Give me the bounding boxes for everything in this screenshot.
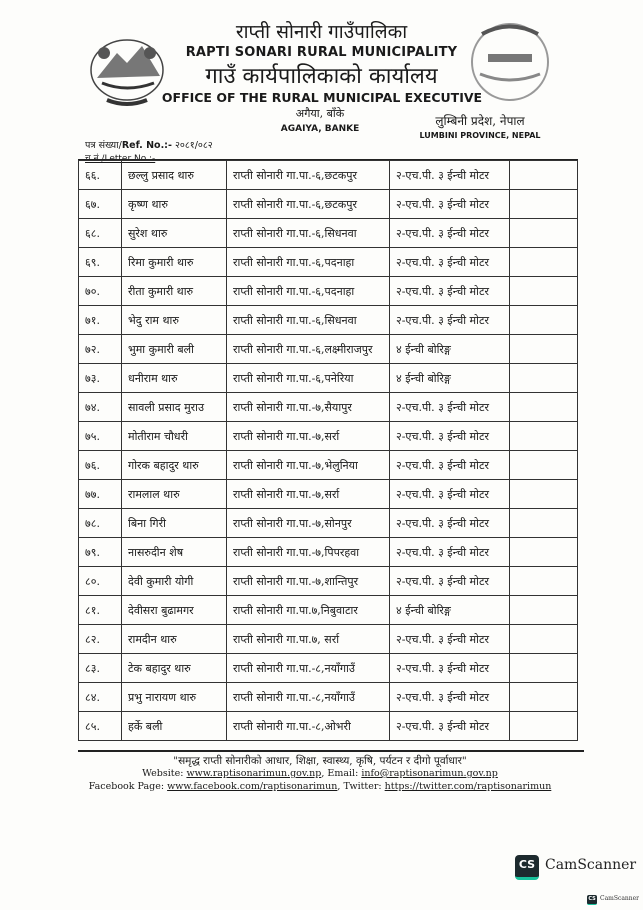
table-row xyxy=(79,364,578,393)
ref-label-en: Ref. No.:- xyxy=(121,140,172,151)
serial-number-cell: ८५. xyxy=(79,712,122,741)
remarks-cell xyxy=(510,161,578,190)
item-description-cell: २-एच.पी. ३ ईन्ची मोटर xyxy=(390,277,510,306)
beneficiary-address-cell: राप्ती सोनारी गा.पा.-६,लक्ष्मीराजपुर xyxy=(227,335,390,364)
item-description-cell: २-एच.पी. ३ ईन्ची मोटर xyxy=(390,248,510,277)
remarks-cell xyxy=(510,538,578,567)
beneficiary-name-cell: मोतीराम चौधरी xyxy=(122,422,227,451)
camscanner-logo-icon: CS xyxy=(515,855,539,880)
beneficiary-name-cell: रीता कुमारी थारु xyxy=(122,277,227,306)
province-np: लुम्बिनी प्रदेश, नेपाल xyxy=(435,114,525,128)
beneficiary-name-cell: टेक बहादुर थारु xyxy=(122,654,227,683)
remarks-cell xyxy=(510,422,578,451)
remarks-cell xyxy=(510,654,578,683)
serial-number-cell: ७३. xyxy=(79,364,122,393)
beneficiary-name-cell: भेदु राम थारु xyxy=(122,306,227,335)
municipality-name-en: RAPTI SONARI RURAL MUNICIPALITY xyxy=(185,45,458,60)
remarks-cell xyxy=(510,190,578,219)
table-row xyxy=(79,422,578,451)
item-description-cell: २-एच.पी. ३ ईन्ची मोटर xyxy=(390,422,510,451)
serial-number-cell: ७०. xyxy=(79,277,122,306)
item-description-cell: २-एच.पी. ३ ईन्ची मोटर xyxy=(390,393,510,422)
item-description-cell: २-एच.पी. ३ ईन्ची मोटर xyxy=(390,306,510,335)
item-description-cell: २-एच.पी. ३ ईन्ची मोटर xyxy=(390,625,510,654)
beneficiary-address-cell: राप्ती सोनारी गा.पा.-७,सर्रा xyxy=(227,480,390,509)
beneficiary-name-cell: देवीसरा बुढामगर xyxy=(122,596,227,625)
table-row xyxy=(79,538,578,567)
remarks-cell xyxy=(510,364,578,393)
beneficiary-name-cell: धनीराम थारु xyxy=(122,364,227,393)
table-row xyxy=(79,451,578,480)
beneficiary-name-cell: देवी कुमारी योगी xyxy=(122,567,227,596)
beneficiary-address-cell: राप्ती सोनारी गा.पा.-६,पदनाहा xyxy=(227,248,390,277)
beneficiary-name-cell: रामदीन थारु xyxy=(122,625,227,654)
item-description-cell: २-एच.पी. ३ ईन्ची मोटर xyxy=(390,538,510,567)
table-row xyxy=(79,219,578,248)
beneficiary-address-cell: राप्ती सोनारी गा.पा.-८,नयाँगाउँ xyxy=(227,654,390,683)
facebook-link[interactable]: www.facebook.com/raptisonarimun xyxy=(167,781,338,792)
item-description-cell: २-एच.पी. ३ ईन्ची मोटर xyxy=(390,480,510,509)
address-en: AGAIYA, BANKE xyxy=(280,124,360,134)
table-row xyxy=(79,393,578,422)
item-description-cell: ४ ईन्ची बोरिङ्ग xyxy=(390,364,510,393)
table-row xyxy=(79,712,578,741)
remarks-cell xyxy=(510,480,578,509)
remarks-cell xyxy=(510,567,578,596)
beneficiary-address-cell: राप्ती सोनारी गा.पा.७, सर्रा xyxy=(227,625,390,654)
municipality-name-np: राप्ती सोनारी गाउँपालिका xyxy=(235,21,408,43)
table-row xyxy=(79,654,578,683)
email-label: , Email: xyxy=(321,768,362,779)
table-row xyxy=(79,683,578,712)
beneficiary-name-cell: हर्के बली xyxy=(122,712,227,741)
serial-number-cell: ६९. xyxy=(79,248,122,277)
serial-number-cell: ७७. xyxy=(79,480,122,509)
serial-number-cell: ७५. xyxy=(79,422,122,451)
remarks-cell xyxy=(510,625,578,654)
item-description-cell: २-एच.पी. ३ ईन्ची मोटर xyxy=(390,654,510,683)
email-link[interactable]: info@raptisonarimun.gov.np xyxy=(361,768,498,779)
item-description-cell: २-एच.पी. ३ ईन्ची मोटर xyxy=(390,567,510,596)
remarks-cell xyxy=(510,219,578,248)
serial-number-cell: ८१. xyxy=(79,596,122,625)
website-link[interactable]: www.raptisonarimun.gov.np xyxy=(186,768,322,779)
beneficiary-address-cell: राप्ती सोनारी गा.पा.-६,छटकपुर xyxy=(227,190,390,219)
address-np: अगैया, बाँके xyxy=(295,107,345,120)
twitter-link[interactable]: https://twitter.com/raptisonarimun xyxy=(384,781,552,792)
serial-number-cell: ७८. xyxy=(79,509,122,538)
table-row xyxy=(79,248,578,277)
beneficiary-name-cell: गोरक बहादुर थारु xyxy=(122,451,227,480)
footer-social xyxy=(60,781,580,792)
serial-number-cell: ६६. xyxy=(79,161,122,190)
serial-number-cell: ६८. xyxy=(79,219,122,248)
beneficiary-name-cell: रामलाल थारु xyxy=(122,480,227,509)
serial-number-cell: ७६. xyxy=(79,451,122,480)
province-en: LUMBINI PROVINCE, NEPAL xyxy=(419,131,541,140)
item-description-cell: २-एच.पी. ३ ईन्ची मोटर xyxy=(390,712,510,741)
table-row xyxy=(79,509,578,538)
beneficiary-name-cell: नासरुदीन शेष xyxy=(122,538,227,567)
beneficiary-name-cell: भुमा कुमारी बली xyxy=(122,335,227,364)
beneficiary-address-cell: राप्ती सोनारी गा.पा.-७,सैयापुर xyxy=(227,393,390,422)
table-row xyxy=(79,306,578,335)
serial-number-cell: ७२. xyxy=(79,335,122,364)
table-row xyxy=(79,567,578,596)
remarks-cell xyxy=(510,248,578,277)
office-name-en: OFFICE OF THE RURAL MUNICIPAL EXECUTIVE xyxy=(161,90,483,105)
office-name-np: गाउँ कार्यपालिकाको कार्यालय xyxy=(205,64,438,89)
beneficiary-address-cell: राप्ती सोनारी गा.पा.-८,नयाँगाउँ xyxy=(227,683,390,712)
serial-number-cell: ७९. xyxy=(79,538,122,567)
beneficiary-name-cell: सुरेश थारु xyxy=(122,219,227,248)
serial-number-cell: ७१. xyxy=(79,306,122,335)
serial-number-cell: ७४. xyxy=(79,393,122,422)
remarks-cell xyxy=(510,335,578,364)
beneficiary-address-cell: राप्ती सोनारी गा.पा.-७,सोनपुर xyxy=(227,509,390,538)
table-row xyxy=(79,596,578,625)
item-description-cell: २-एच.पी. ३ ईन्ची मोटर xyxy=(390,509,510,538)
serial-number-cell: ८०. xyxy=(79,567,122,596)
beneficiary-name-cell: कृष्ण थारु xyxy=(122,190,227,219)
footer-slogan: "समृद्ध राप्ती सोनारीको आधार, शिक्षा, स्वास्थ्य, कृषि, पर्यटन र दीगो पूर्वाधार" xyxy=(173,755,467,767)
beneficiary-address-cell: राप्ती सोनारी गा.पा.-८,ओभरी xyxy=(227,712,390,741)
remarks-cell xyxy=(510,596,578,625)
beneficiary-address-cell: राप्ती सोनारी गा.पा.-७,शान्तिपुर xyxy=(227,567,390,596)
website-label: Website: xyxy=(142,768,187,779)
table-row xyxy=(79,161,578,190)
serial-number-cell: ८२. xyxy=(79,625,122,654)
remarks-cell xyxy=(510,509,578,538)
beneficiary-name-cell: सावली प्रसाद मुराउ xyxy=(122,393,227,422)
beneficiary-address-cell: राप्ती सोनारी गा.पा.७,निबुवाटार xyxy=(227,596,390,625)
remarks-cell xyxy=(510,306,578,335)
table-row xyxy=(79,335,578,364)
beneficiary-address-cell: राप्ती सोनारी गा.पा.-६,छटकपुर xyxy=(227,161,390,190)
beneficiary-address-cell: राप्ती सोनारी गा.पा.-६,सिधनवा xyxy=(227,219,390,248)
serial-number-cell: ८३. xyxy=(79,654,122,683)
ref-value: २०८१/०८२ xyxy=(174,140,213,151)
item-description-cell: २-एच.पी. ३ ईन्ची मोटर xyxy=(390,683,510,712)
beneficiary-address-cell: राप्ती सोनारी गा.पा.-६,सिधनवा xyxy=(227,306,390,335)
beneficiary-address-cell: राप्ती सोनारी गा.पा.-६,पदनाहा xyxy=(227,277,390,306)
beneficiary-address-cell: राप्ती सोनारी गा.पा.-६,पनेरिया xyxy=(227,364,390,393)
facebook-label: Facebook Page: xyxy=(88,781,168,792)
ref-label-np: पत्र संख्या/ xyxy=(85,140,122,151)
camscanner-logo-small-icon: CS xyxy=(587,895,597,905)
beneficiary-name-cell: बिना गिरी xyxy=(122,509,227,538)
item-description-cell: २-एच.पी. ३ ईन्ची मोटर xyxy=(390,161,510,190)
camscanner-brand-small: CamScanner xyxy=(600,895,640,902)
reference-number xyxy=(85,138,213,151)
serial-number-cell: ८४. xyxy=(79,683,122,712)
table-row xyxy=(79,277,578,306)
footer-contact xyxy=(60,768,580,779)
beneficiary-address-cell: राप्ती सोनारी गा.पा.-७,सर्रा xyxy=(227,422,390,451)
footer-divider xyxy=(78,750,584,752)
table-row xyxy=(79,625,578,654)
item-description-cell: ४ ईन्ची बोरिङ्ग xyxy=(390,335,510,364)
camscanner-brand: CamScanner xyxy=(545,857,637,873)
beneficiary-name-cell: रिमा कुमारी थारु xyxy=(122,248,227,277)
twitter-label: , Twitter: xyxy=(337,781,385,792)
item-description-cell: २-एच.पी. ३ ईन्ची मोटर xyxy=(390,219,510,248)
item-description-cell: २-एच.पी. ३ ईन्ची मोटर xyxy=(390,190,510,219)
table-row xyxy=(79,480,578,509)
item-description-cell: ४ ईन्ची बोरिङ्ग xyxy=(390,596,510,625)
table-row xyxy=(79,190,578,219)
serial-number-cell: ६७. xyxy=(79,190,122,219)
remarks-cell xyxy=(510,277,578,306)
beneficiary-address-cell: राप्ती सोनारी गा.पा.-७,भेलुनिया xyxy=(227,451,390,480)
beneficiary-table xyxy=(78,160,578,741)
beneficiary-name-cell: प्रभु नारायण थारु xyxy=(122,683,227,712)
item-description-cell: २-एच.पी. ३ ईन्ची मोटर xyxy=(390,451,510,480)
beneficiary-name-cell: छल्लु प्रसाद थारु xyxy=(122,161,227,190)
beneficiary-address-cell: राप्ती सोनारी गा.पा.-७,पिपरहवा xyxy=(227,538,390,567)
remarks-cell xyxy=(510,393,578,422)
remarks-cell xyxy=(510,451,578,480)
